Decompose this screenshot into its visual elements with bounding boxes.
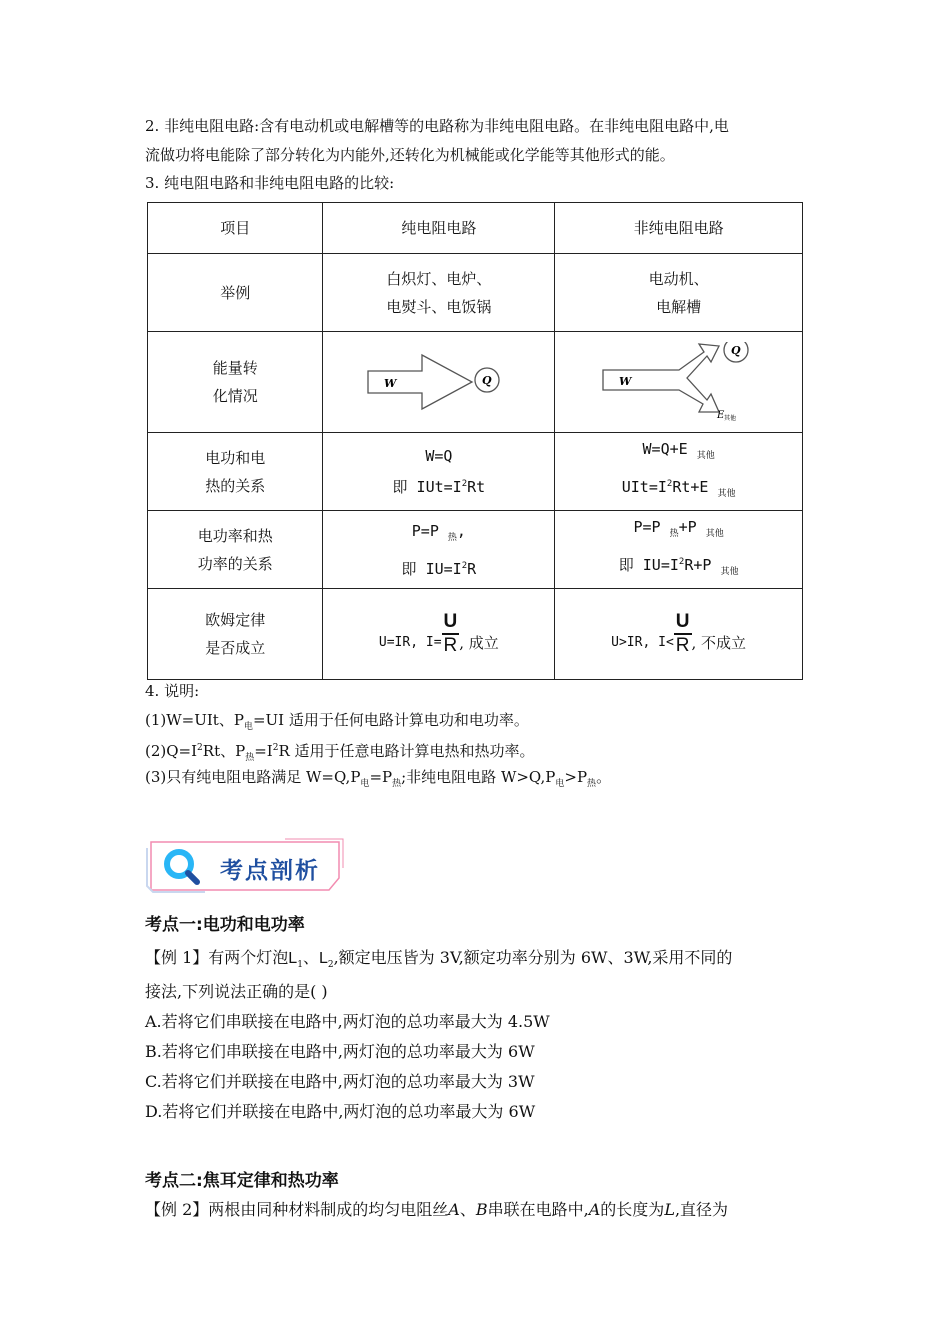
example-text: ,额定电压皆为 3V,额定功率分别为 6W、3W,采用不同的: [333, 948, 733, 967]
heat-label: Q: [481, 374, 492, 387]
example-1-line1: [145, 946, 732, 977]
text-line: 热的关系: [205, 476, 266, 495]
text-line: 电动机、: [648, 269, 709, 288]
table-header-row: [148, 203, 803, 254]
formula-part: +P: [678, 518, 697, 536]
example-text: ,直径为: [674, 1200, 729, 1219]
note-sub: 热: [587, 779, 597, 789]
note-sub: 热: [392, 779, 402, 789]
formula-line: [561, 513, 796, 548]
fraction-denominator: R: [443, 635, 458, 656]
section-heading-2: 考点二:焦耳定律和热功率: [145, 1171, 339, 1191]
symbol: A: [448, 1200, 460, 1219]
table-row-power: [148, 511, 803, 589]
note-sub: 电: [360, 779, 370, 789]
option-a: A.若将它们串联接在电路中,两灯泡的总功率最大为 4.5W: [145, 1012, 550, 1031]
heat-label: Q: [730, 344, 741, 357]
table-cell-pure-work-heat: [323, 433, 555, 511]
example-text: 、: [302, 948, 319, 967]
formula-part: , 成立: [459, 634, 499, 652]
formula-sup: 2: [666, 479, 673, 489]
formula-part: P=P: [411, 521, 439, 540]
formula-line: W=Q: [425, 447, 453, 465]
note-2: [145, 737, 535, 769]
section-heading-1: 考点一:电功和电功率: [145, 915, 305, 935]
table-row-label: [148, 511, 323, 589]
example-tag: 【例 2】: [145, 1200, 209, 1219]
table-row-label: [148, 332, 323, 433]
formula-sub: 热: [447, 532, 457, 543]
table-cell-pure-examples: [323, 254, 555, 332]
formula-sub: 其他: [696, 451, 715, 461]
formula-sub: 其他: [705, 529, 724, 539]
note-part: (2)Q=I: [145, 742, 198, 760]
formula-line: [329, 552, 548, 583]
example-tag: 【例 1】: [145, 948, 209, 967]
formula-sub: 热: [669, 529, 679, 539]
note-part: ;非纯电阻电路 W>Q,P: [401, 768, 556, 786]
note-part: Rt、P: [202, 742, 246, 760]
other-energy-label: E: [716, 410, 724, 421]
notes-title: 4. 说明:: [145, 682, 200, 700]
table-cell-pure-energy: [323, 332, 555, 433]
formula-line: [561, 548, 796, 586]
comparison-table: [147, 202, 803, 680]
example-text: 、: [459, 1200, 476, 1219]
text-line: 是否成立: [205, 639, 266, 657]
text-line: 电解槽: [656, 297, 702, 316]
other-energy-subscript: 其他: [723, 415, 736, 422]
text-line: 电熨斗、电饭锅: [386, 297, 492, 316]
table-cell-pure-ohm: [323, 589, 555, 680]
formula-sub: 其他: [720, 567, 739, 577]
option-b: B.若将它们串联接在电路中,两灯泡的总功率最大为 6W: [145, 1042, 535, 1061]
example-text: 串联在电路中,: [487, 1200, 589, 1219]
paragraph-nonpure-definition-line1: 2. 非纯电阻电路:含有电动机或电解槽等的电路称为非纯电阻电路。在非纯电阻电路中,电: [145, 117, 729, 135]
formula-sup: 2: [461, 479, 468, 489]
table-row-label: [148, 433, 323, 511]
symbol: L: [664, 1200, 675, 1219]
formula-sup: 2: [461, 560, 468, 571]
example-text: 两根由同种材料制成的均匀电阻丝: [208, 1200, 449, 1219]
table-cell-nonpure-power: [555, 511, 803, 589]
fraction-u-over-r: [442, 611, 460, 657]
text-line: 能量转: [212, 359, 258, 377]
option-c: C.若将它们并联接在电路中,两灯泡的总功率最大为 3W: [145, 1072, 535, 1091]
note-part: R 适用于任意电路计算电热和热功率。: [278, 742, 535, 760]
note-part: =UI 适用于任何电路计算电功和电功率。: [252, 711, 529, 729]
table-row-energy: [148, 332, 803, 433]
symbol: L: [288, 950, 298, 967]
fraction-denominator: R: [675, 635, 690, 656]
text-line: 白炽灯、电炉、: [386, 269, 492, 288]
formula-sub: 其他: [717, 489, 736, 499]
formula-line: [329, 517, 548, 552]
formula-part: Rt+E: [672, 478, 709, 496]
example-1-line2: 接法,下列说法正确的是( ): [145, 982, 328, 1001]
formula-line: [561, 470, 796, 508]
formula-part: UIt=I: [621, 478, 667, 496]
note-part: =I: [254, 742, 273, 760]
table-cell-nonpure-energy: [555, 332, 803, 433]
fraction-numerator: U: [442, 611, 460, 635]
symbol: L: [318, 950, 328, 967]
text-line: 欧姆定律: [205, 611, 266, 629]
symbol-sub: 2: [327, 960, 334, 971]
table-header-cell: 项目: [148, 203, 323, 254]
formula-part: 即 IU=I: [618, 556, 679, 574]
formula-part: R+P: [684, 556, 712, 574]
note-sub: 电: [555, 779, 565, 789]
table-cell-nonpure-ohm: [555, 589, 803, 680]
fraction-numerator: U: [674, 611, 692, 635]
note-part: (3)只有纯电阻电路满足 W=Q,P: [145, 768, 361, 786]
formula-part: W=Q+E: [642, 440, 688, 458]
note-sup: 2: [272, 743, 279, 753]
note-1: [145, 709, 529, 738]
formula-part: ,: [456, 521, 466, 540]
example-2-line1: [145, 1198, 728, 1222]
text-line: 电功率和热: [197, 526, 273, 545]
note-part: >P: [564, 768, 588, 786]
note-part: =P: [369, 768, 393, 786]
energy-arrow-nonpure-diagram: [599, 342, 759, 422]
table-row-work-heat: [148, 433, 803, 511]
note-3: [145, 766, 611, 795]
work-label: W: [618, 375, 631, 388]
table-row-label: [148, 589, 323, 680]
paragraph-comparison-intro: 3. 纯电阻电路和非纯电阻电路的比较:: [145, 174, 395, 192]
table-header-cell: 非纯电阻电路: [555, 203, 803, 254]
example-text: 的长度为: [600, 1200, 665, 1219]
banner-title: 考点剖析: [220, 858, 320, 884]
formula-part: R: [467, 559, 477, 578]
table-row-ohm: [148, 589, 803, 680]
table-cell-pure-power: [323, 511, 555, 589]
energy-arrow-pure-diagram: [364, 349, 514, 415]
symbol: A: [588, 1200, 601, 1219]
symbol: B: [475, 1200, 488, 1219]
formula-part: Rt: [467, 478, 486, 496]
option-d: D.若将它们并联接在电路中,两灯泡的总功率最大为 6W: [145, 1102, 536, 1121]
formula-part: P=P: [633, 518, 661, 536]
symbol-sub: 1: [297, 960, 303, 971]
table-cell-nonpure-work-heat: [555, 433, 803, 511]
note-part: (1)W=UIt、P: [145, 711, 244, 729]
note-sub: 电: [243, 722, 253, 732]
note-sub: 热: [245, 753, 255, 763]
note-part: 。: [596, 768, 612, 786]
example-text: 有两个灯泡: [208, 948, 289, 967]
formula-part: U>IR, I<: [611, 635, 674, 650]
formula-line: [329, 470, 548, 501]
formula-part: U=IR, I=: [378, 635, 442, 650]
text-line: 化情况: [212, 387, 258, 405]
paragraph-nonpure-definition-line2: 流做功将电能除了部分转化为内能外,还转化为机械能或化学能等其他形式的能。: [145, 146, 675, 164]
text-line: 电功和电: [205, 448, 266, 467]
note-sup: 2: [197, 743, 203, 753]
work-label: W: [383, 377, 397, 390]
table-cell-nonpure-examples: [555, 254, 803, 332]
formula-sup: 2: [678, 557, 685, 567]
table-row-examples: [148, 254, 803, 332]
formula-line: [561, 435, 796, 470]
text-line: 功率的关系: [197, 554, 273, 573]
table-row-label: 举例: [148, 254, 323, 332]
formula-part: 即 IU=I: [401, 559, 462, 578]
fraction-u-over-r: [674, 611, 692, 657]
formula-part: 即 IUt=I: [392, 478, 462, 496]
formula-part: , 不成立: [691, 634, 747, 652]
table-header-cell: 纯电阻电路: [323, 203, 555, 254]
